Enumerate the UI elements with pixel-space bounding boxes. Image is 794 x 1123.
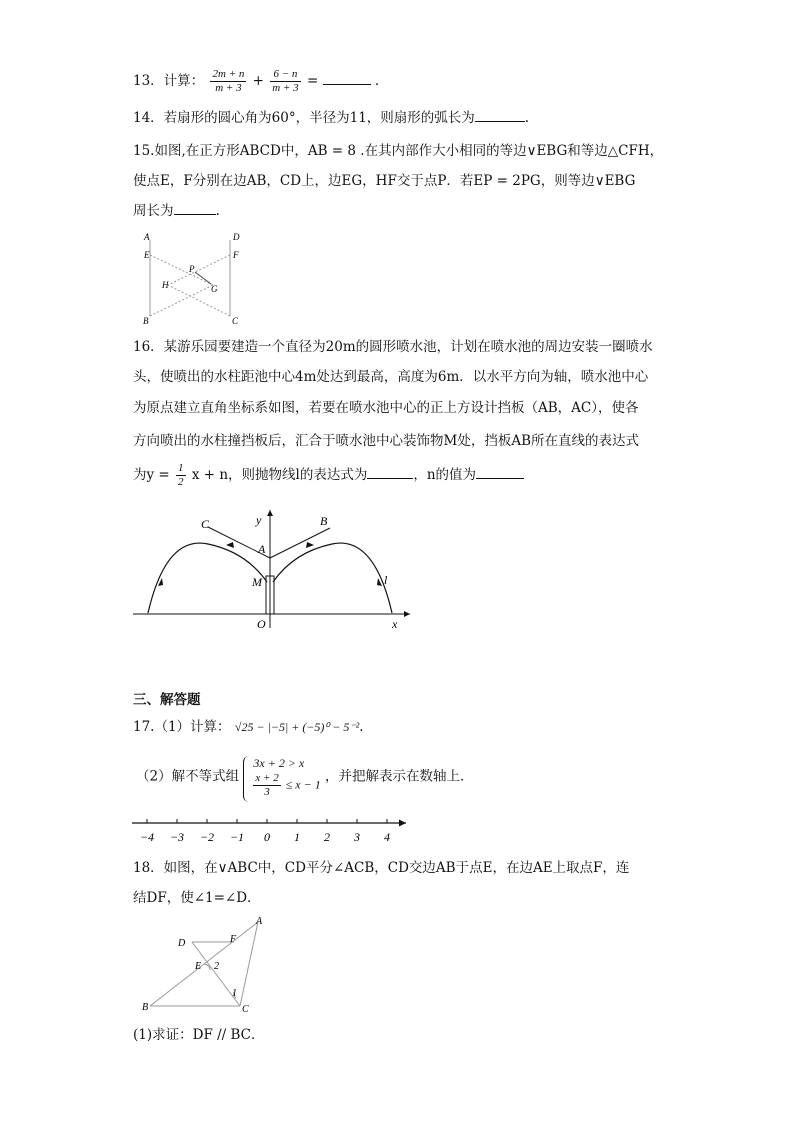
- q16-line-5-a: 为y =: [133, 467, 170, 483]
- q15-figure: [138, 228, 248, 330]
- number-line-tick-label: −1: [229, 830, 245, 844]
- number-line-tick-label: −3: [169, 830, 185, 844]
- q16-line-3: 为原点建立直角坐标系如图，若要在喷水池中心的正上方设计挡板（AB，AC），使各: [133, 400, 639, 416]
- q17-p2-end: ，并把解表示在数轴上．: [325, 768, 474, 785]
- q17-ineq2-rest: ≤ x − 1: [285, 777, 321, 792]
- q18-label-f: F: [230, 934, 237, 945]
- q16-frac-den: 2: [178, 476, 184, 488]
- q16-line-5: [133, 462, 524, 489]
- q16-line-1: 16．某游乐园要建造一个直径为20m的圆形喷水池，计划在喷水池的周边安装一圈喷水: [133, 339, 653, 355]
- q17-part-1: [133, 717, 364, 737]
- q15-label-d: D: [233, 232, 240, 242]
- q17-p1-end: .: [359, 719, 364, 735]
- q13-fraction-2: [270, 68, 300, 95]
- brace-icon: [243, 756, 250, 802]
- q15-label-e: E: [144, 250, 150, 260]
- q13-answer-blank: [323, 72, 371, 85]
- q17-p1-expression: √25 − |−5| + (−5)⁰ − 5⁻²: [234, 720, 360, 734]
- q18-label-e: E: [195, 961, 202, 972]
- q18-sub-1: (1)求证：DF // BC．: [133, 1027, 265, 1043]
- q16-blank-1: [367, 466, 413, 479]
- q17-ineq2-num: x + 2: [255, 772, 279, 784]
- q13-plus: +: [252, 73, 264, 89]
- q16-blank-2: [476, 466, 524, 479]
- q16-line-2: 头，使喷出的水柱距池中心4m处达到最高，高度为6m．以水平方向为轴，喷水池中心: [133, 369, 649, 385]
- section-heading: 三、解答题: [133, 692, 201, 708]
- q17-ineq2-den: 3: [264, 786, 270, 798]
- q15-line-1: 15.如图,在正方形ABCD中，AB = 8 .在其内部作大小相同的等边∨EBG和等边△CFH，: [133, 143, 664, 159]
- q13: [133, 68, 388, 95]
- q17-inequality-1: 3x + 2 > x: [253, 756, 305, 770]
- number-line-tick-label: 4: [384, 830, 390, 844]
- q17-number-line: [130, 812, 415, 848]
- q17-inequality-system: [243, 754, 320, 799]
- q18-line-2: 结DF，使∠1=∠D．: [133, 890, 261, 906]
- q13-f2-num: 6 − n: [270, 68, 300, 82]
- q16-label-o: O: [257, 617, 266, 631]
- q18-label-b: B: [142, 1002, 149, 1013]
- number-line-tick-label: 2: [324, 830, 330, 844]
- q18-figure: [140, 912, 270, 1016]
- q16-label-c: C: [201, 517, 210, 531]
- q15-line-3: [133, 201, 220, 221]
- q18-label-d: D: [178, 938, 186, 949]
- q15-label-f: F: [233, 250, 239, 260]
- q15-line-3-text: 周长为: [133, 203, 174, 219]
- q16-fraction: [176, 462, 186, 489]
- q16-line-5-c: ，n的值为: [413, 467, 477, 483]
- q15-line-2: 使点E，F分别在边AB，CD上，边EG，HF交于点P．若EP = 2PG，则等边∨EBG: [133, 173, 636, 189]
- q16-line-5-b: x + n，则抛物线l的表达式为: [191, 467, 368, 483]
- q15-label-c: C: [232, 316, 239, 326]
- q17-part-2: [136, 754, 474, 804]
- q14-text: 14．若扇形的圆心角为60°，半径为11，则扇形的弧长为: [133, 110, 475, 126]
- q17-p2-label: （2）解不等式组: [136, 768, 240, 785]
- q13-end: ．: [374, 73, 389, 89]
- q18-line-1: 18．如图，在∨ABC中，CD平分∠ACB，CD交边AB于点E，在边AE上取点F，连: [133, 860, 630, 876]
- q15-line-3-end: .: [215, 203, 220, 219]
- q13-f1-num: 2m + n: [212, 68, 245, 80]
- q16-label-m: M: [252, 575, 262, 589]
- q16-line-4: 方向喷出的水柱撞挡板后，汇合于喷水池中心装饰物M处，挡板AB所在直线的表达式: [133, 433, 639, 449]
- q14: [133, 108, 529, 128]
- q13-f1-den: m + 3: [215, 82, 242, 94]
- q16-figure: [128, 500, 418, 635]
- q16-label-b: B: [320, 514, 328, 528]
- q14-end: .: [524, 110, 530, 126]
- q15-label-b: B: [143, 316, 149, 326]
- q18-label-2: 2: [214, 961, 219, 972]
- number-line-tick-label: 3: [354, 830, 360, 844]
- q13-f2-den: m + 3: [272, 82, 299, 94]
- q18-label-1: 1: [232, 988, 237, 999]
- q18-label-a: A: [256, 916, 263, 927]
- q17-p1-label: 17.（1）计算：: [133, 719, 231, 735]
- q15-label-a: A: [144, 232, 150, 242]
- q13-fraction-1: [210, 68, 246, 95]
- number-line-tick-label: 1: [294, 830, 300, 844]
- number-line-tick-label: 0: [264, 830, 270, 844]
- q16-label-l: l: [384, 573, 388, 587]
- q16-label-a: A: [258, 542, 266, 556]
- q17-ineq2-fraction: [253, 772, 280, 799]
- q16-label-x: x: [392, 617, 398, 631]
- q13-label: 13．计算：: [133, 73, 205, 89]
- q13-equals: =: [306, 73, 319, 89]
- q14-answer-blank: [475, 109, 525, 122]
- q18-label-c: C: [242, 1004, 249, 1015]
- q15-label-g: G: [211, 284, 218, 294]
- q15-label-p: P: [189, 264, 195, 274]
- number-line-tick-label: −2: [199, 830, 215, 844]
- number-line-tick-label: −4: [139, 830, 155, 844]
- q15-label-h: H: [162, 280, 169, 290]
- q16-label-y: y: [256, 513, 262, 527]
- q15-answer-blank: [174, 202, 216, 215]
- q16-frac-num: 1: [178, 462, 184, 474]
